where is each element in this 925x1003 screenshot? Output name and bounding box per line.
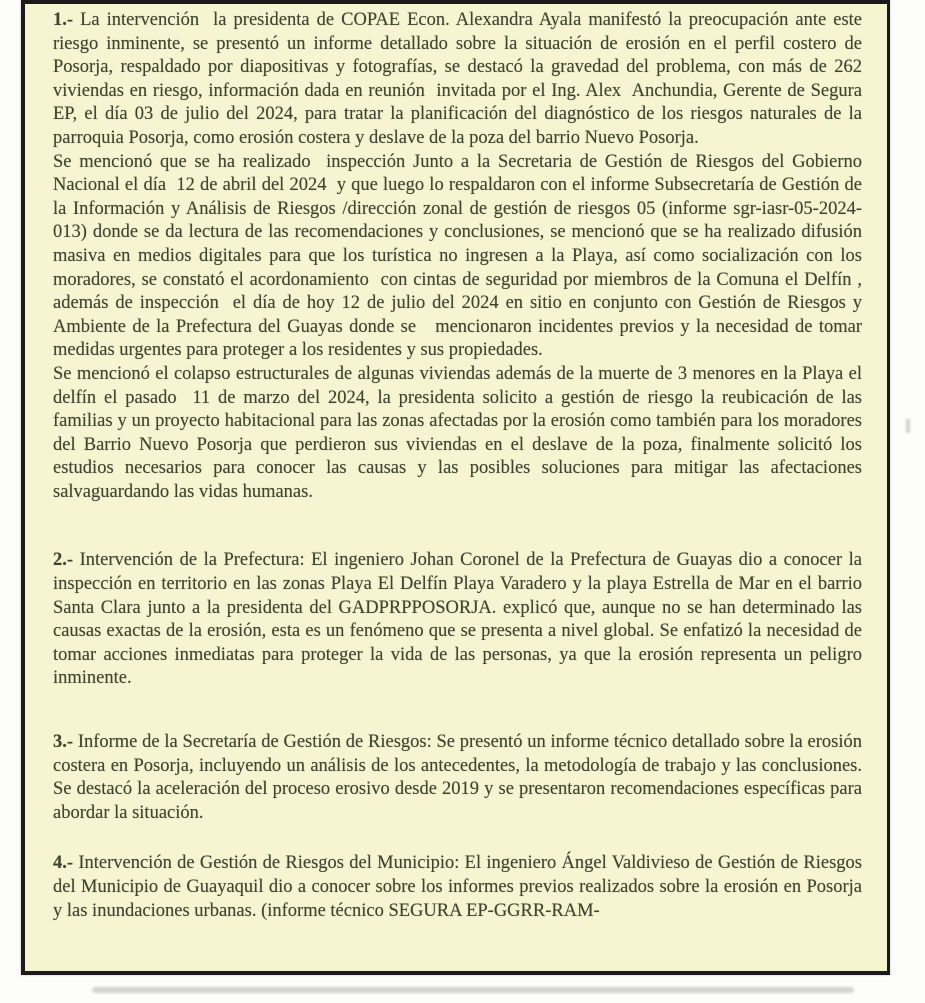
paragraph-4-text: Intervención de Gestión de Riesgos del Municipio: El ingeniero Ángel Valdivieso de Gestión de Riesgos del Municipio de Guayaquil dio a conocer sobre los informes previos realizados sobre la erosión en Posorja y las inundaciones urbanas. (informe técnico SEGURA EP-GGRR-RAM- bbox=[53, 853, 867, 921]
paragraph-3-number: 3.- bbox=[53, 732, 74, 753]
paragraph-1-number: 1.- bbox=[53, 10, 74, 30]
paragraph-3 bbox=[53, 731, 867, 825]
paragraph-1a-text: Se mencionó que se ha realizado inspección Junto a la Secretaria de Gestión de Riesgos del Gobierno Nacional el día 12 de abril del 2024 y que luego lo respaldaron con el informe Subsecretaría de Gestión de la Información y Análisis de Riesgos /dirección zonal de gestión de riesgos 05 (informe sgr-iasr-05-2024-013) donde se da lectura de las recomendaciones y conclusiones, se mencionó que se ha realizado difusión masiva en medios digitales para que los turística no ingresen a la Playa, así como socialización con los moradores, se constató el acordonamiento con cintas de seguridad por miembros de la Comuna el Delfín , además de inspección el día de hoy 12 de julio del 2024 en sitio en conjunto con Gestión de Riesgos y Ambiente de la Prefectura del Guayas donde se mencionaron incidentes previos y la necesidad de tomar medidas urgentes para proteger a los residentes y sus propiedades. bbox=[53, 151, 867, 361]
scan-shadow-artifact bbox=[92, 987, 854, 993]
paragraph-2-text: Intervención de la Prefectura: El ingeniero Johan Coronel de la Prefectura de Guayas dio a conocer la inspección en territorio en las zonas Playa El Delfín Playa Varadero y la playa Estrella de Mar en el barrio Santa Clara junto a la presidenta del GADPRPPOSORJA. explicó que, aunque no se han determinado las causas exactas de la erosión, esta es un fenómeno que se presenta a nivel global. Se enfatizó la necesidad de tomar acciones inmediatas para proteger la vida de las personas, ya que la erosión representa un peligro inminente. bbox=[53, 550, 867, 689]
paragraph-1-text: La intervención la presidenta de COPAE Econ. Alexandra Ayala manifestó la preocupación ante este riesgo inminente, se presentó un informe detallado sobre la situación de erosión en el perfil costero de Posorja, respaldado por diapositivas y fotografías, se destacó la gravedad del problema, con más de 262 viviendas en riesgo, información dada en reunión invitada por el Ing. Alex Anchundia, Gerente de Segura EP, el día 03 de julio del 2024, para tratar la planificación del diagnóstico de los riesgos naturales de la parroquia Posorja, como erosión costera y deslave de la poza del barrio Nuevo Posorja. bbox=[53, 10, 867, 148]
paragraph-1b-text: Se mencionó el colapso estructurales de algunas viviendas además de la muerte de 3 menores en la Playa el delfín el pasado 11 de marzo del 2024, la presidenta solicito a gestión de riesgo la reubicación de las familias y un proyecto habitacional para las zonas afectadas por la erosión como también para los moradores del Barrio Nuevo Posorja que perdieron sus viviendas en el deslave de la poza, finalmente solicitó los estudios necesarios para conocer las causas y las posibles soluciones para mitigar las afectaciones salvaguardando las vidas humanas. bbox=[53, 363, 867, 502]
paragraph-1 bbox=[53, 9, 867, 151]
document-text-column bbox=[53, 9, 867, 971]
paragraph-3-text: Informe de la Secretaría de Gestión de Riesgos: Se presentó un informe técnico detallado sobre la erosión costera en Posorja, incluyendo un análisis de los antecedentes, la metodología de trabajo y las conclusiones. Se destacó la aceleración del proceso erosivo desde 2019 y se presentaron recomendaciones específicas para abordar la situación. bbox=[53, 732, 867, 823]
paragraph-2-number: 2.- bbox=[53, 550, 74, 571]
document-frame bbox=[21, 0, 890, 975]
scan-edge-artifact bbox=[906, 419, 910, 433]
paragraph-2 bbox=[53, 549, 867, 691]
paragraph-1-continuation-a bbox=[53, 151, 867, 363]
paragraph-4 bbox=[53, 852, 867, 923]
paragraph-1-continuation-b bbox=[53, 363, 867, 505]
paragraph-4-number: 4.- bbox=[53, 853, 74, 874]
